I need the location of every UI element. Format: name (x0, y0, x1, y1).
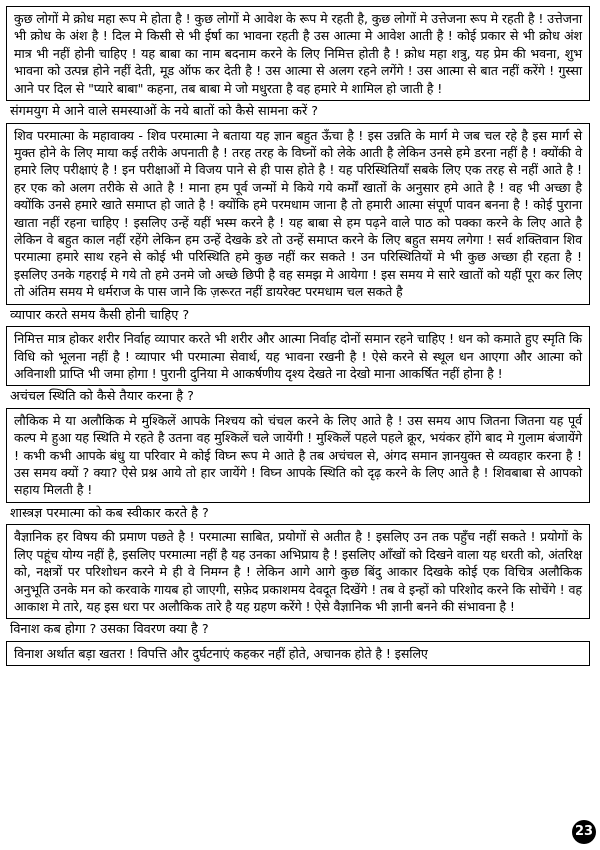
paragraph-problems: शिव परमात्मा के महावाक्य - शिव परमात्मा ने बताया यह ज्ञान बहुत ऊँचा है ! इस उन्नति के मार्ग मे जब चल रहे है इस मार्ग से मुक्त होने के लिए माया कई तरीके अपनाती है ! तरह तरह के विघ्नों को लेके आती है लेकिन उनसे हमे डरना नहीं है ! क्योंकी वे हमारे लिए परीक्षाएं है ! इन परीक्षाओं मे विजय पाने से ही पास होते है ! यह परिस्थितियाँ सबके लिए एक तरह से नहीं आते है ! हर एक को अलग तरीके से आते है ! माना हम पूर्व जन्मों मे किये गये कर्मों खातों के अनुसार हमे आते है ! वह भी अच्छा है क्योंकि उनसे हमारे खाते समाप्त हो जाते है ! क्योंकि हमे परमधाम जाना है तो हमारी आत्मा संपूर्ण पावन बनना है ! कोई पुराना खाता नहीं रहना चाहिए ! इसलिए उन्हें यहीं भस्म करने है ! यह बाबा से हम पढ़ने वाले पाठ को पक्का करने के लिए आते है लेकिन वे बहुत काल नहीं रहेंगे लेकिन हम उन्हें देखके डरे तो उन्हें समाप्त करने के लिए बहुत समय लगेगा ! सर्व शक्तिवान शिव परमात्मा हमारे साथ रहने से कोई भी परिस्थिति हमे कुछ नहीं कर सकते ! उन परिस्थितियों मे भी कुछ अच्छा ही रहता है ! इसलिए उनके गहराई मे गये तो हमे उनमे जो अच्छे छिपी है वह समझ मे आयेगा ! इस समय मे सारे खातों को यहीं पूरा कर लिए तो अंतिम समय मे धर्मराज के पास जाने कि ज़रूरत नहीं डायरेक्ट परमधाम चल सकते है (14, 127, 582, 300)
paragraph-box (6, 408, 590, 503)
section-heading: व्यापार करते समय कैसी होनी चाहिए ? (10, 307, 190, 323)
section-heading: संगमयुग मे आने वाले समस्याओं के नये बातों को कैसे सामना करें ? (10, 104, 319, 120)
page (6, 6, 590, 828)
page-number-badge: 23 (572, 820, 596, 844)
paragraph-box (6, 123, 590, 305)
paragraph-scientists: वैज्ञानिक हर विषय की प्रमाण पछते है ! परमात्मा साबित, प्रयोगों से अतीत है ! इसलिए उन तक पहुँच नहीं सकते ! प्रयोगों के लिए पहूंच योग्य नहीं है, इसलिए परमात्मा नहीं है यह उनका अभिप्राय है ! इसलिए आँखों को दिखने वाला यह धरती को, अंतरिक्ष को, नक्षत्रों पर परिशोधन करने मे ही वे निमग्न है ! लेकिन आगे आगे कुछ बिंदु आकार दिखके कोई एक विचित्र अलौकिक अनुभूति उनके मन को करवाके गायब हो जाएगी, सफ़ेद प्रकाशमय देवदूत दिखेंगे ! तब वे इन्हों को परिशोद करने कि सोचेंगे ! वह आकाश मे तारे, यह इस धरा पर अलौकिक तारे है यह ग्रहण करेंगे ! ऐसे वैज्ञानिक भी ज्ञानी बनने की संभावना है ! (14, 529, 582, 614)
section-heading: विनाश कब होगा ? उसका विवरण क्या है ? (10, 622, 209, 638)
paragraph-box (6, 524, 590, 619)
paragraph-anger: कुछ लोगों मे क्रोध महा रूप मे होता है ! कुछ लोगों मे आवेश के रूप मे रहती है, कुछ लोगों मे उत्तेजना रूप मे रहती है ! उत्तेजना भी क्रोध के अंश है ! दिल मे किसी से भी ईर्षा का भावना रहती है उस आत्मा मे आवेश आती है ! कोई प्रकार से भी क्रोध अंश मात्र भी नहीं होनी चाहिए ! यह बाबा का नाम बदनाम करने के लिए निमित्त होती है ! क्रोध महा शत्रु, यह प्रेम की भवना, शुभ भावना को उत्पन्न होने नहीं देती, मूड ऑफ कर देती है ! उस आत्मा से अलग रहने लगेंगे ! उस आत्मा से बात नहीं करेंगे ! गुस्सा आने पर दिल से "प्यारे बाबा" कहना, तब बाबा मे जो मधुरता है वह हमारे मे शामिल हो जाती है ! (14, 11, 582, 96)
paragraph-stable-state: लौकिक मे या अलौकिक मे मुश्किलें आपके निश्चय को चंचल करने के लिए आते है ! उस समय आप जितना जितना यह पूर्व कल्प मे हुआ यह स्थिति मे रहते है उतना वह मुश्किलें चले जायेंगी ! मुश्किलें पहले पहले क्रूर, भयंकर होंगे बाद मे गुलाम बंजायेंगे ! कभी कभी आपके बंधु या परिवार मे कोई विघ्न रूप मे आते है तब अचंचल से, अंगद समान ज्ञानयुक्त से व्यवहार करना है ! उस समय क्यों ? क्या? ऐसे प्रश्न आये तो हार जायेंगे ! विघ्न आपके स्थिति को दृढ़ करने के लिए आते है ! शिवबाबा से आपको सहाय मिलती है ! (14, 412, 582, 498)
paragraph-box (6, 326, 590, 386)
paragraph-box (6, 6, 590, 101)
paragraph-business: निमित्त मात्र होकर शरीर निर्वाह व्यापार करते भी शरीर और आत्मा निर्वाह दोनों समान रहने चाहिए ! धन को कमाते हुए स्मृति कि विधि को भूलना नहीं है ! व्यापार भी परमात्मा सेवार्थ, यह भावना रखनी है ! ऐसे करने से स्थूल धन आएगा और आत्मा को अविनाशी प्राप्ति भी जमा होगा ! पुरानी दुनिया मे आकर्षणीय दृश्य देखते ना देखो माना आकर्षित नहीं होना है ! (14, 331, 582, 381)
paragraph-destruction: विनाश अर्थात बड़ा खतरा ! विपत्ति और दुर्घटनाएं कहकर नहीं होते, अचानक होते है ! इसलिए (14, 645, 428, 661)
paragraph-box (6, 641, 590, 666)
section-heading: शास्त्रज्ञ परमात्मा को कब स्वीकार करते है ? (10, 505, 209, 521)
section-heading: अचंचल स्थिति को कैसे तैयार करना है ? (10, 389, 194, 405)
